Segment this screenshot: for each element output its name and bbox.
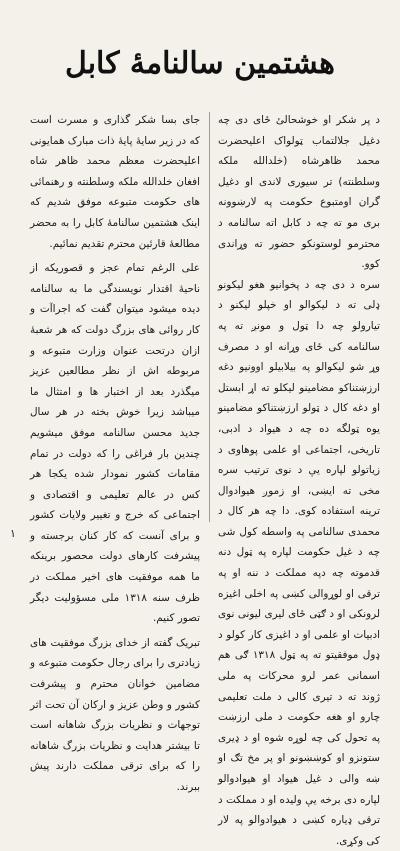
left-paragraph-2: علی الرغم تمام عجز و قصوریکه از ناحیهٔ اقتدار نویسندگی ما به سالنامه دیده میشود میتوان گفت که اجراآت و کار روائی های بزرگ دولت که هر شعبهٔ ازان درتحت عنوان وزارت متبوعه و مربوطه اش از نظر مطالعین عزیز میگذرد بعد از اختبار ها و امتثال ما میباشد زیرا خوش بخته در هر سال جدید محسن سالنامه موفق میشویم چندین بار فراغی را که دولت در تمام مقامات کشور نمودار شده یکجا هر کس در عالم تعلیمی و اقتصادی و اجتماعی که خرج و تغییر ولایات کشور و برای آنست که کار کنان برجسته و پیشرفت کارهای دولت محصور برینکه ما همه موفقیت های اخیر مملکت در ظرف سنه ۱۳۱۸ ملی مسؤولیت دیگر تصور کنیم. [30,262,200,625]
right-paragraph-2: سره د دی چه د پخوانیو هغو لیکونو ډلی ته د لیکوالو او خپلو لیکنو د تیارولو چه دا ټول و مونږ ته په سالنامه کی ځای وړانه او د مصرف وړ شو لیکوالو په بیلابیلو اوونیو دغه ارزښتناکو مضامینو لیکلو ته اړ ابستل او دغه کال د ټولو ارزښتناکو مضامینو یوه ټولگه ده چه د هیواد د ادبی، تاریخی، اجتماعی او علمی پوهاوی د زیاتولو لپاره یې د نوی ترتیب سره مخی ته ایښی، او زموږ هیوادوال ترینه استفاده کوی. دا چه هر کال د محمدی سالنامی په واسطه کول شی چه د غیل حکومت لپاره په ټول دنه قدموته چه دپه مملکت د ننه او په ترقی او لوړوالی کښی په اخلی اغیزه لرونکی او د ګټی ځای لیری لیونی نوی ادبیات او علمی او د اغیزی کار کولو د ډول موفقیتو ته په ټول ۱۳۱۸ ګی هم اسمانی عمر لرو محرکات په ملی ژوند ته د تیری کالی د ملت تعلیمی چارو او هغه حکومت د ملی ارزښت په تحول کی چه لوړه شوه او د ډیری ستونزو او کوښښونو او پر مخ تګ او ښه والی د غیل هیواد او هیوادوالو لپاره دی برخه یې ولیده او د مملکت د ترقی ډیاره کښی د هیوادوالو په لار کی وکړی. [218,278,380,847]
right-paragraph-1: د پر شکر او خوشحالئ ځای دی چه دغیل جلالتماب ټولواک اعلیحضرت محمد ظاهرشاه (خلدالله ملکه وسلطنته) تر سیوری لاندی او دغیل گران اومتبوع حکومت په لارښوونه بری مو ته چه د کابل اته سالنامه د محترمو لوستونکو حضور ته وړاندی کوو. [218,114,380,271]
left-column [30,110,200,798]
left-paragraph-1: جای بسا شکر گذاری و مسرت است که در زیر سایهٔ پایهٔ ذات مبارک همایونی اعلیحضرت معظم محمد ظاهر شاه افغان خلدالله ملکه وسلطنته و رهنمائی های حکومت متبوعه موفق شدیم که اینک هشتمین سالنامهٔ کابل را به محضر مطالعهٔ قارئین محترم تقدیم نمائیم. [30,114,200,250]
left-paragraph-3: تبریک گفته از خدای بزرگ موفقیت های زیادتری را برای رجال حکومت متبوعه و مضامین خوانان محترم و پیشرفت کشور و وطن عزیز و ارکان آن تحت اثر توجهات و نظریات بزرگ شاهانه است تا بیشتر هدایت و نظریات بزرگ شاهانه را که برای ترقی مملکت دارند پیش ببرند. [30,636,200,793]
right-column [218,110,380,851]
column-divider [209,112,210,522]
page-number: ١ [10,527,16,540]
page-title: هشتمین سالنامهٔ کابل [64,46,335,81]
